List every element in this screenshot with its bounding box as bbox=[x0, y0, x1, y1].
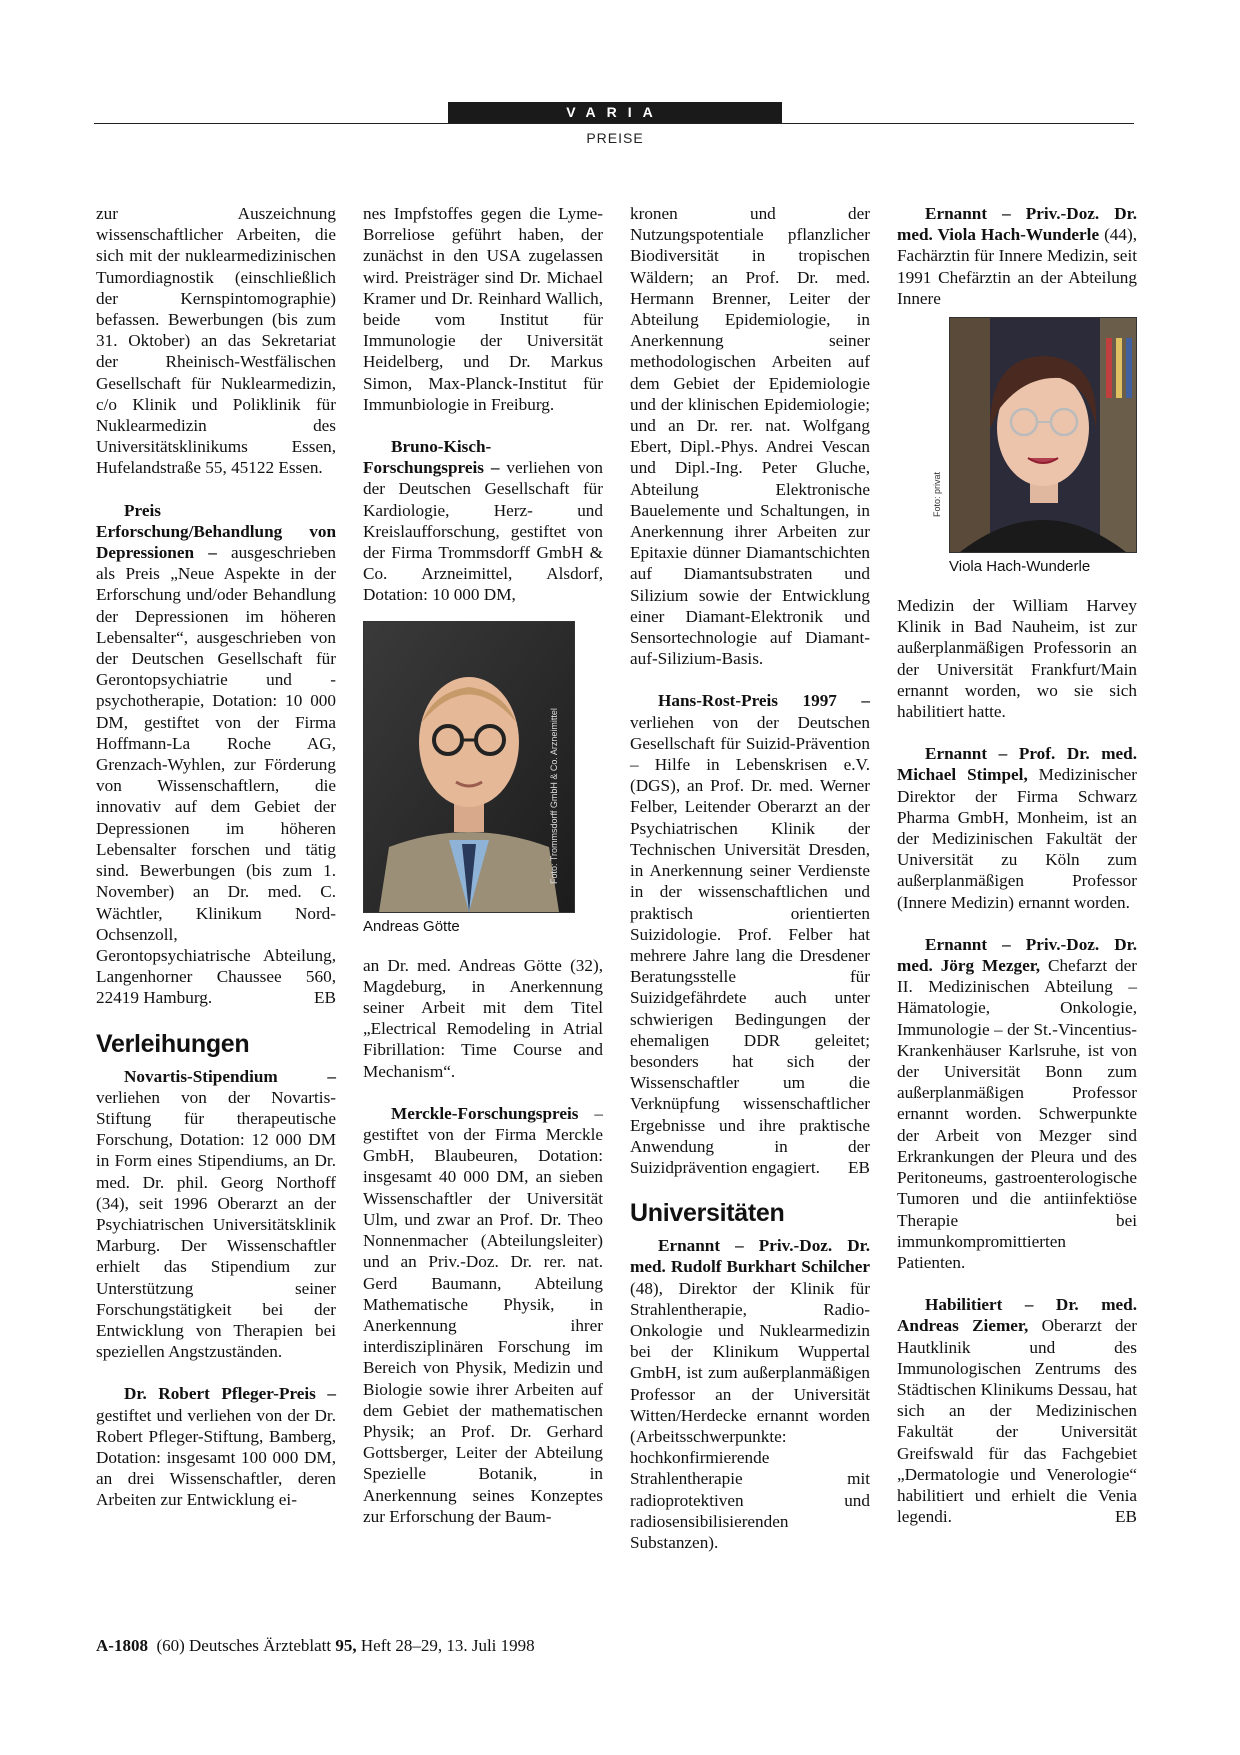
appointment-entry bbox=[897, 934, 1137, 1273]
section-banner: VARIA bbox=[448, 102, 782, 123]
prize-entry bbox=[96, 1383, 336, 1510]
appointment-text: Medizinischer Direktor der Firma Schwarz Pharma GmbH, Monheim, ist an der Medizinischen Fakultät der Universität zu Köln zum außerplanmäßigen Professor (Innere Medizin) ernannt worden. bbox=[897, 765, 1137, 912]
author-mark: EB bbox=[314, 988, 336, 1008]
prize-text: – gestiftet von der Firma Merckle GmbH, Blaubeuren, Dotation: insgesamt 40 000 DM, an sieben Wissenschaftler der Universität Ulm, und zwar an Prof. Dr. Theo Nonnenmacher (Abteilungsleiter) und an Priv.-Doz. Dr. rer. nat. Gerd Baumann, Abteilung Mathematische Physik, in Anerkennung ihrer interdisziplinären Forschung im Bereich von Physik, Medizin und Biologie sowie ihrer Arbeiten auf dem Gebiet der mathematischen Physik; an Prof. Dr. Gerhard Gottsberger, Leiter der Abteilung Spezielle Botanik, in Anerkennung seines Konzeptes zur Erforschung der Baum- bbox=[363, 1103, 603, 1526]
portrait-photo bbox=[949, 317, 1137, 553]
prize-entry bbox=[96, 1066, 336, 1363]
column-1 bbox=[96, 203, 336, 1532]
appointment-title: Ernannt – Priv.-Doz. Dr. med. Rudolf Burkhart Schilcher bbox=[630, 1236, 870, 1277]
journal-volume: 95, bbox=[335, 1636, 357, 1655]
appointment-title: Ernannt – Prof. Dr. med. Michael Stimpel, bbox=[897, 744, 1137, 785]
appointment-text: (44), Fachärztin für Innere Medizin, seit 1991 Chefärztin an der Abteilung Innere bbox=[897, 225, 1137, 308]
photo-caption: Andreas Götte bbox=[363, 917, 460, 935]
portrait-photo bbox=[363, 621, 575, 913]
prize-text: verliehen von der Novartis-Stiftung für therapeutische Forschung, Dotation: 12 000 DM in Form eines Stipendiums, an Dr. med. Dr. phil. Georg Northoff (34), seit 1996 Oberarzt an der Psychiatrischen Universitätsklinik Marburg. Der Wissenschaftler erhielt das Stipendium zur Unterstützung seiner Forschungstätigkeit bei der Entwicklung von Therapien bei speziellen Angstzuständen. bbox=[96, 1087, 336, 1362]
article-text: nes Impfstoffes gegen die Lyme-Borreliose geführt haben, der zunächst in den USA zugelassen wird. Preisträger sind Dr. Michael Kramer und Dr. Reinhard Wallich, beide vom Institut für Immunologie der Universität Heidelberg, und Dr. Markus Simon, Max-Planck-Institut für Immunbiologie in Freiburg. bbox=[363, 204, 603, 414]
rubric-heading: Universitäten bbox=[630, 1199, 785, 1228]
article-text: kronen und der Nutzungspotentiale pflanzlicher Biodiversität in tropischen Wäldern; an Prof. Dr. med. Hermann Brenner, Leiter der Abteilung Epidemiologie, in Anerkennung seiner methodologischen Arbeiten auf dem Gebiet der Epidemiologie und der klinischen Epidemiologie; und an Dr. rer. nat. Wolfgang Ebert, Dipl.-Phys. Andrei Vescan und Dipl.-Ing. Peter Gluche, Abteilung Elektronische Bauelemente und Schaltungen, in Anerkennung ihrer Arbeiten zur Epitaxie dünner Diamantschichten auf Diamantsubstraten und Silizium sowie der Entwicklung einer Diamant-Elektronik und Sensortechnologie auf Diamant-auf-Silizium-Basis. bbox=[630, 204, 870, 669]
appointment-text: Oberarzt der Hautklinik und des Immunologischen Zentrums des Städtischen Klinikums Dessau, hat sich an der Medizinischen Fakultät der Universität Greifswald für das Fachgebiet „Dermatologie und Venerologie“ habilitiert und erhielt die Venia legendi. bbox=[897, 1316, 1138, 1527]
column-2 bbox=[363, 203, 603, 1548]
prize-text: verliehen von der Deutschen Gesellschaft für Suizid-Prävention – Hilfe in Lebenskrisen e.V. (DGS), an Prof. Dr. med. Werner Felber, Leitender Oberarzt an der Psychiatrischen Klinik der Technischen Universität Dresden, in Anerkennung seiner Verdienste in der wissenschaftlichen und praktisch orientierten Suizidologie. Prof. Felber hat mehrere Jahre lang die Dresdener Beratungsstelle für Suizidgefährdete auch unter schwierigen Bedingungen der ehemaligen DDR geleitet; besonders hat sich der Wissenschaftler um die Verknüpfung wissenschaftlicher Ergebnisse und ihre praktische Anwendung in der Suizidprävention engagiert. bbox=[630, 712, 870, 1177]
appointment-title: Habilitiert – Dr. med. Andreas Ziemer, bbox=[897, 1295, 1137, 1336]
appointment-text: Chefarzt der II. Medizinischen Abteilung – Hämatologie, Onkologie, Immunologie – der St.-Vincentius-Krankenhäuser Karlsruhe, ist von der Universität Bonn zum außerplanmäßigen Professor ernannt worden. Schwerpunkte der Arbeit von Mezger sind Erkrankungen der Pleura und des Peritoneums, gastroenterologische Tumoren und die antiinfektiöse Therapie bei immunkompromittierten Patienten. bbox=[897, 956, 1137, 1272]
photo-caption: Viola Hach-Wunderle bbox=[949, 558, 1091, 576]
prize-title: Novartis-Stipendium – bbox=[124, 1066, 336, 1086]
article-text: an Dr. med. Andreas Götte (32), Magdeburg, in Anerkennung seiner Arbeit mit dem Titel „Electrical Remodeling in Atrial Fibrillation: Time Course and Mechanism“. bbox=[363, 955, 603, 1081]
prize-entry bbox=[363, 436, 603, 606]
prize-entry bbox=[630, 690, 870, 1178]
header-rule bbox=[94, 123, 1134, 124]
portrait-image bbox=[950, 318, 1136, 552]
prize-text: gestiftet und verliehen von der Dr. Robert Pfleger-Stiftung, Bamberg, Dotation: insgesamt 100 000 DM, an drei Wissenschaftler, deren Arbeiten zur Entwicklung ei- bbox=[96, 1405, 336, 1510]
page-number: (60) bbox=[156, 1636, 185, 1655]
appointment-title: Ernannt – Priv.-Doz. Dr. med. Viola Hach-Wunderle bbox=[897, 204, 1137, 245]
prize-title: Preis Erforschung/Behandlung von Depressionen – bbox=[96, 500, 336, 563]
author-mark: EB bbox=[1115, 1507, 1137, 1527]
photo-credit: Foto: privat bbox=[932, 471, 942, 518]
prize-title: Bruno-Kisch-Forschungspreis – bbox=[363, 437, 500, 478]
column-3 bbox=[630, 203, 870, 1574]
photo-credit: Foto: Trommsdorff GmbH & Co. Arzneimittel bbox=[549, 707, 559, 884]
section-subtitle: PREISE bbox=[586, 130, 644, 146]
column-4 bbox=[897, 203, 1137, 1548]
rubric-heading: Verleihungen bbox=[96, 1029, 250, 1058]
portrait-image bbox=[364, 622, 574, 912]
article-text: zur Auszeichnung wissenschaftlicher Arbeiten, die sich mit der nuklearmedizinischen Tumordiagnostik (einschließlich der Kernspintomographie) befassen. Bewerbungen (bis zum 31. Oktober) an das Sekretariat der Rheinisch-Westfälischen Gesellschaft für Nuklearmedizin, c/o Klinik und Poliklinik für Nuklearmedizin des Universitätsklinikums Essen, Hufelandstraße 55, 45122 Essen. bbox=[96, 204, 336, 478]
prize-title: Merckle-Forschungspreis bbox=[391, 1103, 579, 1123]
appointment-entry bbox=[897, 743, 1137, 913]
prize-text: verliehen von der Deutschen Gesellschaft für Kardiologie, Herz- und Kreislaufforschung, gestiftet von der Firma Trommsdorff GmbH & Co. Arzneimittel, Alsdorf, Dotation: 10 000 DM, bbox=[363, 458, 603, 605]
journal-issue: Heft 28–29, 13. Juli 1998 bbox=[360, 1636, 535, 1655]
prize-title: Dr. Robert Pfleger-Preis – bbox=[124, 1384, 336, 1404]
journal-name: Deutsches Ärzteblatt bbox=[189, 1636, 332, 1655]
appointment-text: (48), Direktor der Klinik für Strahlentherapie, Radio-Onkologie und Nuklearmedizin bei der Klinikum Wuppertal GmbH, ist zum außerplanmäßigen Professor an der Universität Witten/Herdecke ernannt worden (Arbeitsschwerpunkte: hochkonfirmierende Strahlentherapie mit radioprotektiven und radiosensibilisierenden Substanzen). bbox=[630, 1278, 870, 1552]
prize-text: ausgeschrieben als Preis „Neue Aspekte in der Erforschung und/oder Behandlung der Depressionen im höheren Lebensalter“, ausgeschrieben von der Deutschen Gesellschaft für Gerontopsychiatrie und -psychotherapie, Dotation: 10 000 DM, gestiftet von der Firma Hoffmann-La Roche AG, Grenzach-Wyhlen, zur Förderung von Wissenschaftlern, die innovativ auf dem Gebiet der Depressionen im höheren Lebensalter forschen und tätig sind. Bewerbungen (bis zum 1. November) an Dr. med. C. Wächtler, Klinikum Nord-Ochsenzoll, Gerontopsychiatrische Abteilung, Langenhorner Chaussee 560, 22419 Hamburg. bbox=[96, 543, 336, 1008]
appointment-entry bbox=[630, 1235, 870, 1553]
appointment-entry bbox=[897, 203, 1137, 309]
appointment-title: Ernannt – Priv.-Doz. Dr. med. Jörg Mezger, bbox=[897, 934, 1137, 976]
author-mark: EB bbox=[848, 1157, 870, 1177]
prize-entry bbox=[96, 500, 336, 1009]
page-footer bbox=[96, 1636, 535, 1656]
prize-entry bbox=[363, 1103, 603, 1527]
article-text: Medizin der William Harvey Klinik in Bad Nauheim, ist zur außerplanmäßigen Professorin an der Universität Frankfurt/Main ernannt worden, wo sie sich habilitiert hatte. bbox=[897, 596, 1137, 722]
page-code: A-1808 bbox=[96, 1636, 148, 1655]
prize-title: Hans-Rost-Preis 1997 – bbox=[658, 691, 870, 711]
appointment-entry bbox=[897, 1294, 1137, 1527]
